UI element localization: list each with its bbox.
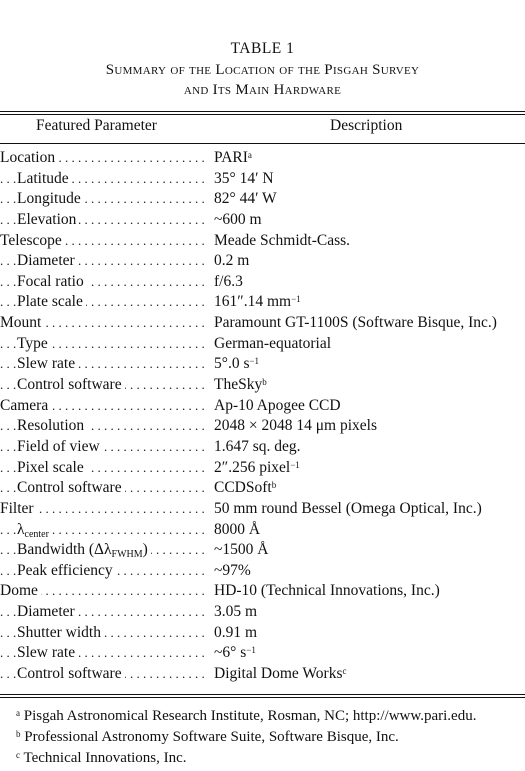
row-parameter: Mount . . . [0,313,206,334]
row-description: ~97% [214,561,251,579]
row-description: 161″.14 $mm^{-1}$ [214,293,301,311]
table-row [0,334,525,355]
table-row [0,643,525,664]
top-rule-2 [0,114,525,115]
table-row [0,581,525,602]
row-description: Meade Schmidt-Cass. [214,231,351,249]
row-parameter: Control software . . . [0,375,206,396]
table-row [0,148,525,169]
table-row [0,602,525,623]
table-row [0,664,525,685]
row-description: ~600 m [214,210,262,228]
table-row [0,375,525,396]
top-rule-1 [0,111,525,112]
row-description: 50 mm round Bessel (Omega Optical, Inc.) [214,499,482,517]
row-description: Digital Dome Works$^c$ [214,665,347,683]
row-parameter: Resolution . . . [0,416,206,437]
table-title-line2: and Its Main Hardware [183,82,342,98]
column-header-description: Description [330,117,403,134]
row-parameter: Latitude . . . [0,169,206,190]
row-description: CCDSoft$^b$ [214,479,277,497]
table-row [0,416,525,437]
row-parameter: Telescope . . . [0,231,206,252]
table-row [0,292,525,313]
table-body [0,148,525,685]
row-description: 8000 Å [214,520,261,538]
footnote: $^a$ Pisgah Astronomical Research Institute, Rosman, NC; http://www.pari.edu. [16,708,477,724]
row-description: 82° 44′ W [214,190,277,208]
table-row [0,499,525,520]
row-description: 5°.0 $s^{-1}$ [214,355,260,373]
row-description: Paramount GT-1100S (Software Bisque, Inc.) [214,314,497,332]
row-parameter: Pixel scale . . . [0,458,206,479]
row-parameter: Type . . . [0,334,206,355]
row-description: 35° 14′ N [214,169,274,187]
row-parameter: Field of view . . . [0,437,206,458]
column-header-parameter: Featured Parameter [36,117,157,134]
row-description: ~6° $s^{-1}$ [214,644,256,662]
table-row [0,437,525,458]
table-row [0,561,525,582]
row-description: 2″.256 pixel$^{-1}$ [214,458,300,476]
row-description: 0.2 m [214,252,250,270]
row-parameter: Slew rate . . . [0,643,206,664]
footnote: $^b$ Professional Astronomy Software Suite, Software Bisque, Inc. [16,729,399,745]
table-title-line1: Summary of the Location of the Pisgah Survey [105,62,420,78]
row-description: HD-10 (Technical Innovations, Inc.) [214,582,440,600]
row-description: 2048 × 2048 14 μm pixels [214,417,378,435]
table-row [0,396,525,417]
table-row [0,251,525,272]
table-row [0,458,525,479]
table-row [0,623,525,644]
table-row [0,210,525,231]
row-description: German-equatorial [214,334,332,352]
header-rule [0,143,525,144]
row-description: Ap-10 Apogee CCD [214,396,341,414]
row-description: TheSky$^b$ [214,376,267,394]
row-parameter: Focal ratio . . . [0,272,206,293]
table-row [0,272,525,293]
row-parameter: Slew rate . . . [0,354,206,375]
table-label: TABLE 1 [230,40,295,57]
row-description: f/6.3 [214,272,243,290]
row-parameter: Diameter . . . [0,602,206,623]
bottom-rule-2 [0,697,525,698]
row-description: 0.91 m [214,623,258,641]
table-row [0,313,525,334]
table-row [0,540,525,561]
row-parameter: Control software . . . [0,478,206,499]
row-parameter: Filter . . . [0,499,206,520]
row-parameter: Location . . . [0,148,206,169]
bottom-rule-1 [0,694,525,695]
table-row [0,354,525,375]
row-parameter: Shutter width . . . [0,623,206,644]
row-parameter: Dome . . . [0,581,206,602]
table-row [0,169,525,190]
row-parameter: Elevation . . . [0,210,206,231]
row-description: 1.647 sq. deg. [214,437,301,455]
row-description: ~1500 Å [214,541,269,559]
table-row [0,478,525,499]
table-row [0,189,525,210]
row-parameter: λcenter . . . [0,520,206,543]
row-parameter: Control software . . . [0,664,206,685]
row-parameter: Longitude . . . [0,189,206,210]
row-description: PARI$^a$ [214,149,252,166]
table-row [0,231,525,252]
row-parameter: Peak efficiency . . . [0,561,206,582]
footnotes [16,706,476,769]
row-parameter: Diameter . . . [0,251,206,272]
row-parameter: Bandwidth (ΔλFWHM) . . . [0,540,206,563]
row-description: 3.05 m [214,603,258,621]
row-parameter: Plate scale . . . [0,292,206,313]
row-parameter: Camera . . . [0,396,206,417]
table-row [0,520,525,541]
footnote: $^c$ Technical Innovations, Inc. [16,750,187,766]
